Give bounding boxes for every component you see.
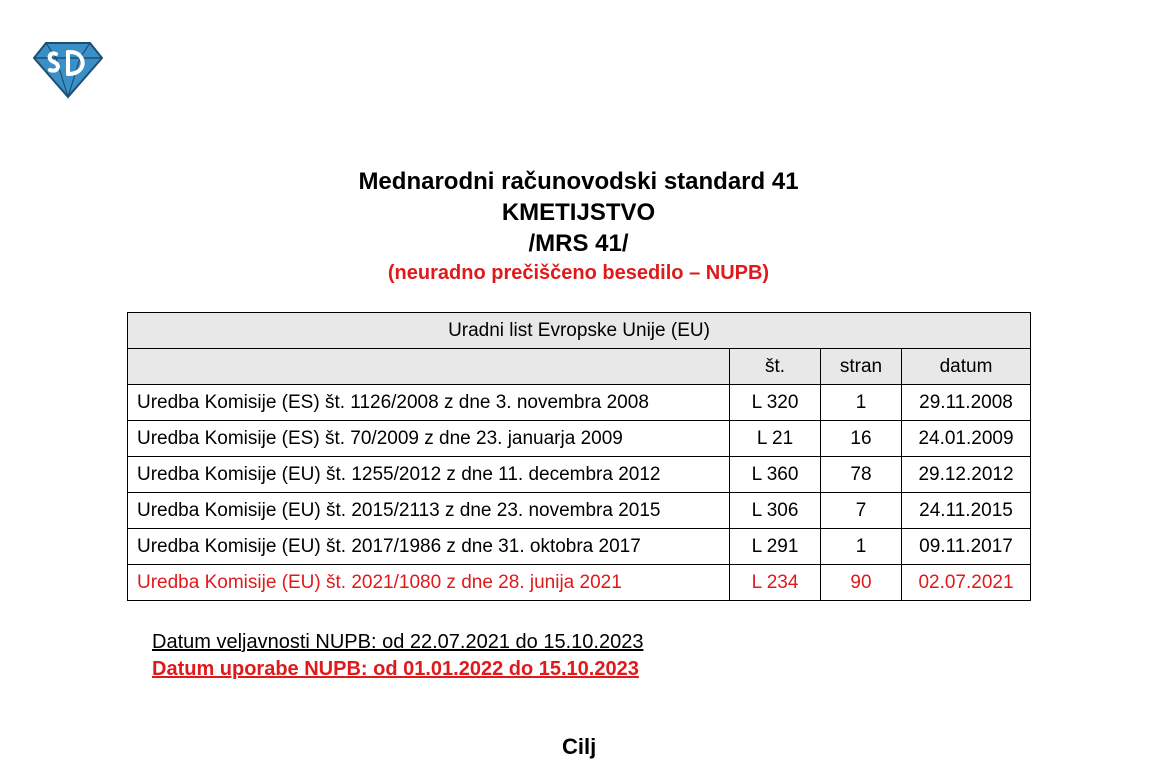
document-title-block — [0, 166, 1157, 287]
journal-number: L 234 — [730, 565, 821, 601]
standard-code: /MRS 41/ — [528, 230, 629, 257]
official-journal-table — [127, 312, 1031, 601]
validity-dates — [152, 629, 643, 683]
regulation-name: Uredba Komisije (EU) št. 2015/2113 z dne 23. novembra 2015 — [128, 493, 730, 529]
publication-date: 29.11.2008 — [902, 385, 1031, 421]
standard-topic: KMETIJSTVO — [501, 199, 656, 226]
publication-date: 29.12.2012 — [902, 457, 1031, 493]
table-row — [128, 421, 1031, 457]
publication-date: 24.01.2009 — [902, 421, 1031, 457]
column-header-datum: datum — [902, 349, 1031, 385]
table-row-latest — [128, 565, 1031, 601]
journal-number: L 360 — [730, 457, 821, 493]
page-number: 7 — [821, 493, 902, 529]
page-number: 78 — [821, 457, 902, 493]
publication-date: 02.07.2021 — [902, 565, 1031, 601]
table-caption: Uradni list Evropske Unije (EU) — [128, 313, 1031, 349]
page-number: 90 — [821, 565, 902, 601]
column-header-stran: stran — [821, 349, 902, 385]
document-subtitle: (neuradno prečiščeno besedilo – NUPB) — [387, 262, 770, 284]
journal-number: L 21 — [730, 421, 821, 457]
standard-title: Mednarodni računovodski standard 41 — [358, 168, 799, 195]
journal-number: L 320 — [730, 385, 821, 421]
table-row — [128, 457, 1031, 493]
column-header-st: št. — [730, 349, 821, 385]
application-date: Datum uporabe NUPB: od 01.01.2022 do 15.10.2023 — [152, 658, 639, 680]
validity-date: Datum veljavnosti NUPB: od 22.07.2021 do 15.10.2023 — [152, 631, 644, 653]
table-row — [128, 529, 1031, 565]
regulation-name: Uredba Komisije (ES) št. 1126/2008 z dne 3. novembra 2008 — [128, 385, 730, 421]
page-number: 16 — [821, 421, 902, 457]
table-row — [128, 385, 1031, 421]
table-caption-row — [128, 313, 1031, 349]
column-header-name — [128, 349, 730, 385]
diamond-logo-icon — [32, 40, 104, 100]
table-row — [128, 493, 1031, 529]
table-header-row — [128, 349, 1031, 385]
page-number: 1 — [821, 385, 902, 421]
regulation-name: Uredba Komisije (EU) št. 2021/1080 z dne 28. junija 2021 — [128, 565, 730, 601]
publication-date: 24.11.2015 — [902, 493, 1031, 529]
regulation-name: Uredba Komisije (EU) št. 1255/2012 z dne 11. decembra 2012 — [128, 457, 730, 493]
publication-date: 09.11.2017 — [902, 529, 1031, 565]
journal-number: L 291 — [730, 529, 821, 565]
page-number: 1 — [821, 529, 902, 565]
section-heading-partial: Cilj — [562, 734, 597, 759]
regulation-name: Uredba Komisije (ES) št. 70/2009 z dne 23. januarja 2009 — [128, 421, 730, 457]
journal-number: L 306 — [730, 493, 821, 529]
regulation-name: Uredba Komisije (EU) št. 2017/1986 z dne 31. oktobra 2017 — [128, 529, 730, 565]
